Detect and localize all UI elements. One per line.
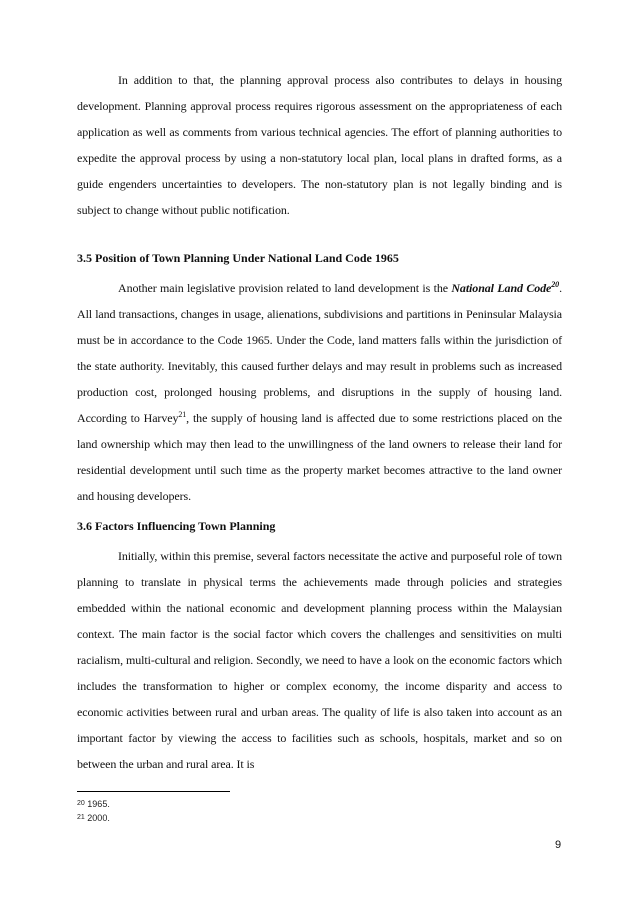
text-run: , the supply of housing land is affected due to some restrictions placed on the land ownership which may then lead to the unwillingness of the land owners to release their land for residential development until such time as the property market becomes attractive to the land owner and housing developers. <box>77 411 562 503</box>
paragraph-factors: Initially, within this premise, several factors necessitate the active and purposeful role of town planning to translate in physical terms the achievements made through policies and strategies embedded within the national economic and development planning process within the Malaysian context. The main factor is the social factor which covers the challenges and sensitivities on multi racialism, multi-cultural and religion. Secondly, we need to have a look on the economic factors which includes the transformation to higher or complex economy, the income disparity and access to economic activities between rural and urban areas. The quality of life is also taken into account as an important factor by viewing the access to facilities such as schools, hospitals, market and so on between the urban and rural area. It is <box>77 549 562 771</box>
section-heading-3-6: 3.6 Factors Influencing Town Planning <box>77 519 276 533</box>
paragraph-planning-approval: In addition to that, the planning approval process also contributes to delays in housing development. Planning approval process requires rigorous assessment on the appropriateness of each application as well as comments from various technical agencies. The effort of planning authorities to expedite the approval process by using a non-statutory local plan, local plans in drafted forms, as a guide engenders uncertainties to developers. The non-statutory plan is not legally binding and is subject to change without public notification. <box>77 73 562 217</box>
text-run: Another main legislative provision related to land development is the <box>118 281 452 295</box>
section-heading-3-5: 3.5 Position of Town Planning Under National Land Code 1965 <box>77 251 399 265</box>
footnote-divider <box>77 791 230 792</box>
footnote-21 <box>77 813 110 823</box>
page-number: 9 <box>555 839 562 851</box>
footnote-number: 20 <box>77 800 85 807</box>
footnote-number: 21 <box>77 814 85 821</box>
footnote-ref-21: 21 <box>178 410 187 419</box>
footnote-20 <box>77 799 110 809</box>
text-run: . All land transactions, changes in usage, alienations, subdivisions and partitions in Peninsular Malaysia must be in accordance to the Code 1965. Under the Code, land matters falls within the jurisdiction of the state authority. Inevitably, this caused further delays and may result in problems such as increased production cost, prolonged housing problems, and disruptions in the supply of housing land. According to Harvey <box>77 281 562 425</box>
emphasis-national-land-code: National Land Code <box>451 281 552 295</box>
footnote-text: 2000. <box>84 813 110 823</box>
footnote-ref-20: 20 <box>551 280 560 289</box>
paragraph-national-land-code <box>77 275 562 509</box>
footnote-text: 1965. <box>84 799 110 809</box>
